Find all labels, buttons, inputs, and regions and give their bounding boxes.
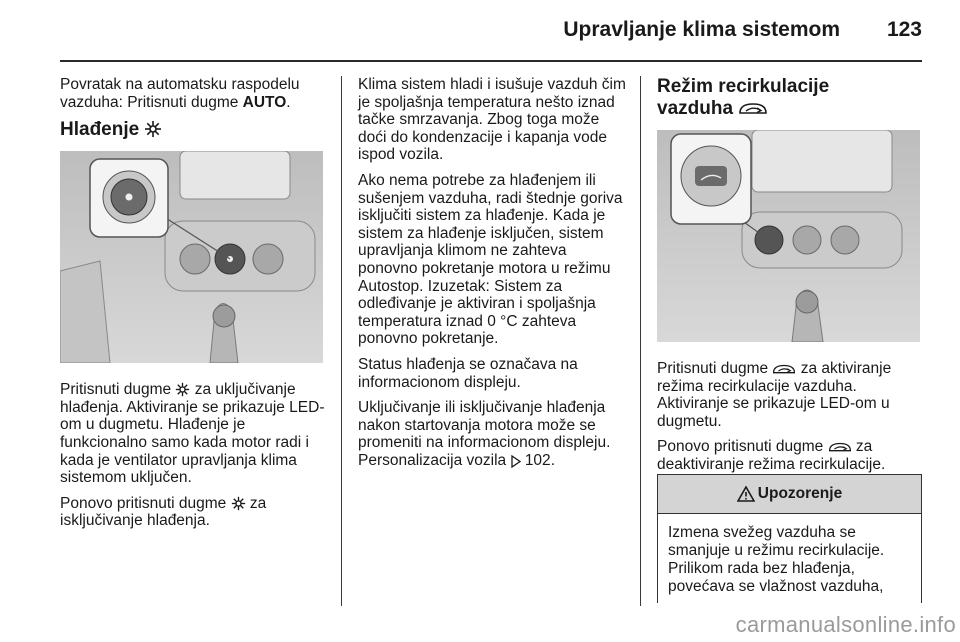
paragraph-personalization: Uključivanje ili isključivanje hlađenja nakon startovanja motora može se promeniti na informacionom displeju. Personalizacija vozila 102. [358, 399, 611, 469]
column-2 [358, 76, 626, 477]
cooling-off-paragraph: Ponovo pritisnuti dugme za isključivanje hlađenja. [60, 494, 267, 530]
recirculation-on-paragraph: Pritisnuti dugme za aktiviranje režima recirkulacije vazduha. Aktiviranje se prikazuje LED-om u dugmetu. [657, 360, 892, 430]
snowflake-icon [175, 382, 190, 397]
warning-text: Izmena svežeg vazduha se smanjuje u režimu recirkulacije. Prilikom rada bez hlađenja, povećava se vlažnost vazduha, [668, 524, 885, 595]
snowflake-icon [144, 120, 162, 138]
paragraph-dehumidify: Klima sistem hladi i isušuje vazduh čim je spoljašnja temperatura nešto iznad tačke smrzavanja. Zbog toga može doći do kondenzacije i kapanja vode ispod vozila. [358, 76, 626, 164]
recirculation-icon [772, 363, 796, 376]
photo-recirculation-button [657, 130, 920, 342]
dashboard-illustration [60, 151, 323, 363]
page-title: Upravljanje klima sistemom [563, 18, 840, 41]
photo-cooling-button [60, 151, 323, 363]
section-heading-recirculation: Režim recirkulacije vazduha [657, 76, 830, 119]
paragraph-fuel-saving: Ako nema potrebe za hlađenjem ili sušenjem vazduha, radi štednje goriva isključiti sistem za hlađenje. Kada je sistem za hlađenje isključen, sistem upravljanja klimom ne zahteva ponovno pokretanje motora u režimu Autostop. Izuzetak: Sistem za odleđivanje je aktiviran i spoljašnja temperatura iznad 0 °C zahteva ponovno pokretanje. [358, 171, 623, 348]
paragraph-status: Status hlađenja se označava na informacionom displeju. [358, 355, 578, 391]
header-rule [60, 60, 922, 62]
column-1 [60, 76, 326, 538]
snowflake-icon [231, 496, 246, 511]
column-divider [341, 76, 342, 606]
auto-label: AUTO [242, 93, 287, 111]
column-divider [640, 76, 641, 606]
page-reference[interactable]: 102 [524, 451, 551, 469]
warning-header [658, 475, 921, 514]
warning-title: Upozorenje [757, 485, 843, 502]
recirculation-off-paragraph: Ponovo pritisnuti dugme za deaktiviranje režima recirkulacije. [657, 438, 886, 473]
page-number: 123 [886, 18, 922, 41]
warning-triangle-icon [737, 486, 755, 502]
column-3 [657, 76, 923, 482]
recirculation-icon [738, 101, 768, 117]
page-header [60, 14, 922, 54]
recirculation-icon [828, 441, 852, 454]
triangle-reference-icon [511, 455, 521, 468]
intro-paragraph: Povratak na automatsku raspodelu vazduha: Pritisnuti dugme AUTO. [60, 76, 300, 111]
section-heading-cooling: Hlađenje [60, 119, 326, 141]
cooling-on-paragraph: Pritisnuti dugme za uključivanje hlađenja. Aktiviranje se prikazuje LED-om u dugmetu. Hlađenje je funkcionalno samo kada motor radi i kada je ventilator upravljanja klima sistemom uključen. [60, 381, 325, 487]
warning-box [657, 474, 922, 603]
dashboard-illustration [657, 130, 920, 342]
watermark: carmanualsonline.info [735, 612, 956, 637]
